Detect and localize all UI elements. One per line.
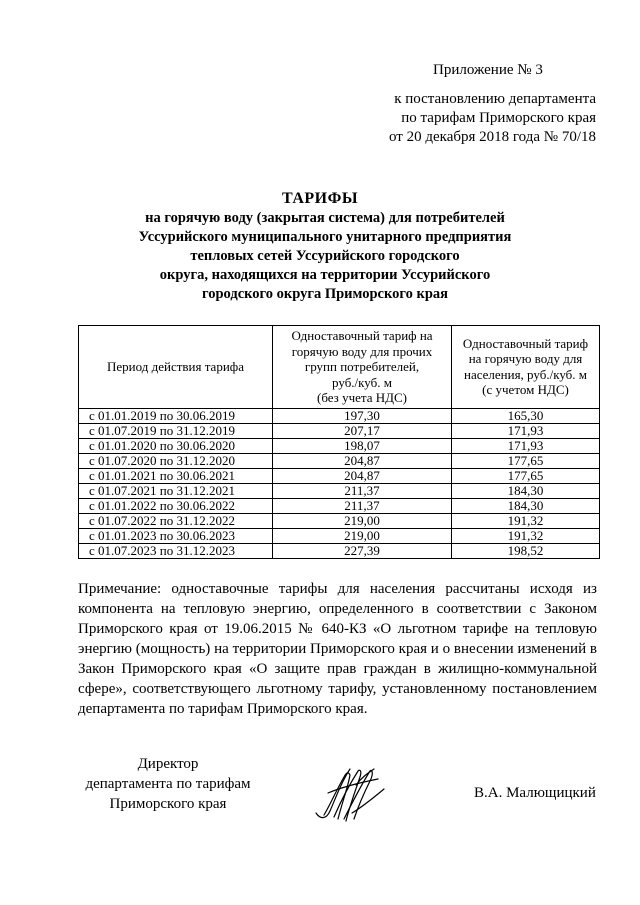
appendix-line: по тарифам Приморского края (401, 110, 596, 126)
cell-period: с 01.07.2020 по 31.12.2020 (79, 453, 273, 468)
cell-period: с 01.01.2023 по 30.06.2023 (79, 528, 273, 543)
cell-population-tariff: 165,30 (452, 408, 600, 423)
table-row (79, 423, 600, 438)
appendix-line: к постановлению департамента (394, 91, 596, 107)
cell-other-tariff: 227,39 (273, 543, 452, 558)
cell-population-tariff: 198,52 (452, 543, 600, 558)
subtitle-line: на горячую воду (закрытая система) для потребителей (145, 210, 505, 226)
cell-other-tariff: 207,17 (273, 423, 452, 438)
cell-other-tariff: 219,00 (273, 528, 452, 543)
header-other-consumers (273, 326, 452, 409)
header-line: горячую воду для прочих (291, 343, 433, 359)
cell-population-tariff: 191,32 (452, 513, 600, 528)
table-row (79, 438, 600, 453)
table-header-row (79, 326, 600, 409)
cell-population-tariff: 171,93 (452, 438, 600, 453)
subtitle-line: Уссурийского муниципального унитарного предприятия (138, 229, 512, 245)
signer-name: В.А. Малющицкий (474, 785, 596, 801)
cell-population-tariff: 184,30 (452, 498, 600, 513)
cell-population-tariff: 177,65 (452, 453, 600, 468)
cell-population-tariff: 177,65 (452, 468, 600, 483)
cell-period: с 01.07.2022 по 31.12.2022 (79, 513, 273, 528)
handwritten-signature-icon (312, 763, 390, 825)
cell-population-tariff: 191,32 (452, 528, 600, 543)
cell-other-tariff: 219,00 (273, 513, 452, 528)
position-line: департамента по тарифам (85, 776, 251, 792)
cell-other-tariff: 198,07 (273, 438, 452, 453)
position-line: Директор (137, 756, 199, 772)
subtitle-line: округа, находящихся на территории Уссурийского (159, 267, 491, 283)
cell-period: с 01.07.2021 по 31.12.2021 (79, 483, 273, 498)
appendix-title: Приложение № 3 (433, 62, 543, 78)
table-row (79, 498, 600, 513)
cell-other-tariff: 211,37 (273, 498, 452, 513)
header-line: групп потребителей, (304, 359, 420, 374)
table-row (79, 453, 600, 468)
header-period: Период действия тарифа (79, 326, 273, 409)
table-row (79, 513, 600, 528)
header-line: Одноставочный тариф (462, 335, 589, 351)
tariff-table (78, 325, 600, 559)
table-row (79, 408, 600, 423)
header-line: (с учетом НДС) (482, 382, 569, 398)
document-subtitle (110, 209, 540, 304)
cell-other-tariff: 211,37 (273, 483, 452, 498)
header-line: руб./куб. м (332, 374, 392, 390)
cell-period: с 01.01.2019 по 30.06.2019 (79, 408, 273, 423)
table-row (79, 543, 600, 558)
header-line: (без учета НДС) (316, 390, 407, 405)
subtitle-line: тепловых сетей Уссурийского городского (190, 248, 460, 264)
header-line: населения, руб./куб. м (463, 366, 587, 382)
cell-population-tariff: 184,30 (452, 483, 600, 498)
table-row (79, 528, 600, 543)
position-line: Приморского края (109, 796, 227, 812)
cell-period: с 01.01.2021 по 30.06.2021 (79, 468, 273, 483)
document-title: ТАРИФЫ (281, 190, 359, 207)
subtitle-line: городского округа Приморского края (202, 286, 448, 302)
cell-other-tariff: 204,87 (273, 453, 452, 468)
cell-other-tariff: 197,30 (273, 408, 452, 423)
header-population (452, 326, 600, 409)
cell-population-tariff: 171,93 (452, 423, 600, 438)
cell-period: с 01.01.2022 по 30.06.2022 (79, 498, 273, 513)
appendix-reference (389, 90, 596, 147)
header-line: Одноставочный тариф на (291, 328, 433, 343)
director-position (78, 754, 258, 814)
table-row (79, 468, 600, 483)
table-row (79, 483, 600, 498)
cell-period: с 01.07.2023 по 31.12.2023 (79, 543, 273, 558)
cell-period: с 01.01.2020 по 30.06.2020 (79, 438, 273, 453)
cell-other-tariff: 204,87 (273, 468, 452, 483)
appendix-line: от 20 декабря 2018 года № 70/18 (388, 129, 596, 145)
note-paragraph: Примечание: одноставочные тарифы для населения рассчитаны исходя из компонента на тепловую энергию, определенного в соответствии с Законом Приморского края от 19.06.2015 № 640-КЗ «О льготном тарифе на тепловую энергию (мощность) на территории Приморского края и о внесении изменений в Закон Приморского края «О защите прав граждан в жилищно-коммунальной сфере», соответствующего льготному тарифу, установленному постановлением департамента по тарифам Приморского края. (78, 581, 597, 717)
cell-period: с 01.07.2019 по 31.12.2019 (79, 423, 273, 438)
header-line: на горячую воду для (468, 351, 583, 367)
